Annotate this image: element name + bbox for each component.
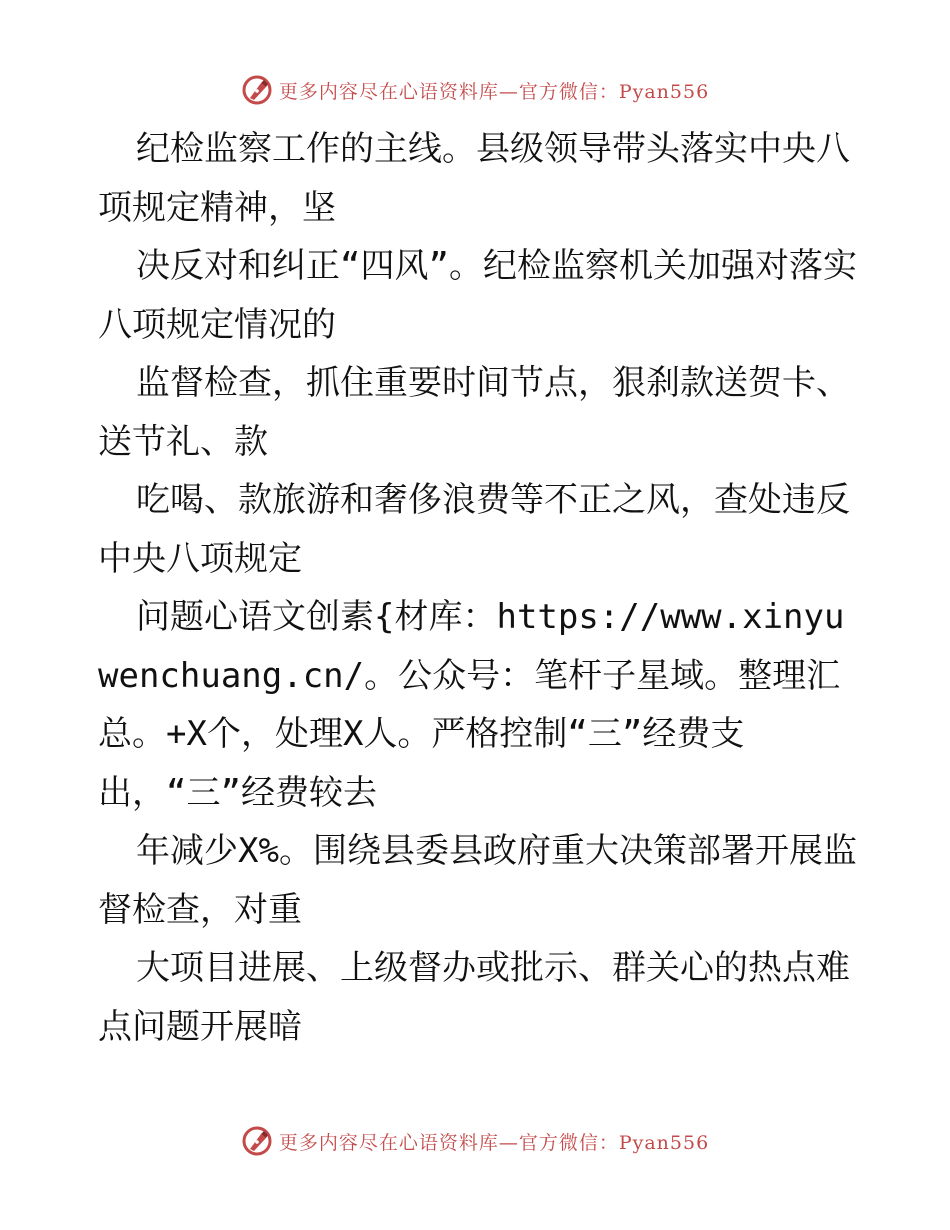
header-banner bbox=[0, 70, 950, 110]
footer-banner-text: 更多内容尽在心语资料库—官方微信：Pyan556 bbox=[278, 1131, 710, 1154]
pen-nib-logo-icon bbox=[241, 74, 273, 106]
pen-nib-logo-icon bbox=[241, 1125, 273, 1157]
footer-banner bbox=[0, 1121, 950, 1161]
paragraph: 大项目进展、上级督办或批示、群关心的热点难点问题开展暗 bbox=[98, 948, 850, 1047]
header-banner-text: 更多内容尽在心语资料库—官方微信：Pyan556 bbox=[278, 80, 710, 103]
paragraph: 问题心语文创素{材库：https://www.xinyuwenchuang.cn/。公众号：笔杆子星域。整理汇总。+X个，处理X人。严格控制“三”经费支出，“三”经费较去 bbox=[98, 597, 845, 813]
paragraph: 吃喝、款旅游和奢侈浪费等不正之风，查处违反中央八项规定 bbox=[98, 480, 850, 579]
document-body bbox=[98, 120, 858, 1056]
paragraph: 年减少X%。围绕县委县政府重大决策部署开展监督检查，对重 bbox=[98, 831, 857, 930]
paragraph: 决反对和纠正“四风”。纪检监察机关加强对落实八项规定情况的 bbox=[98, 246, 857, 345]
paragraph: 纪检监察工作的主线。县级领导带头落实中央八项规定精神，坚 bbox=[98, 129, 850, 228]
paragraph: 监督检查，抓住重要时间节点，狠刹款送贺卡、送节礼、款 bbox=[98, 363, 850, 462]
